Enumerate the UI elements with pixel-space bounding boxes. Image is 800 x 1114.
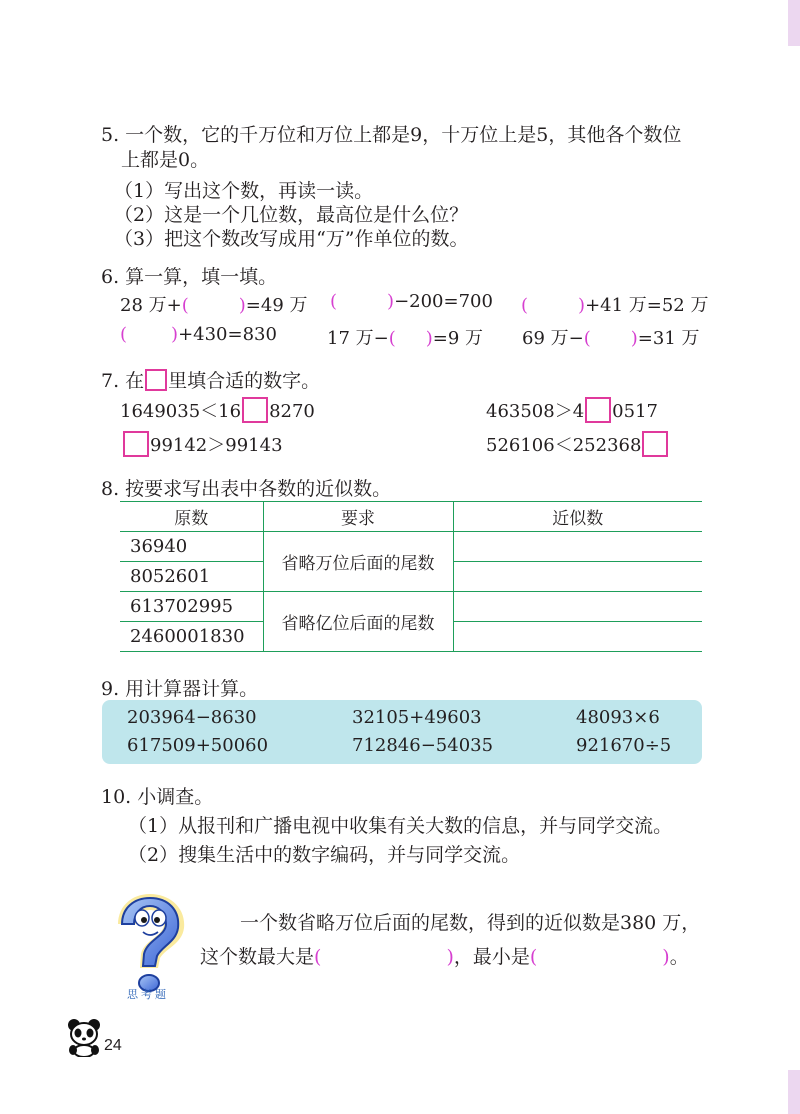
q6-eq5-prefix: 17 万− bbox=[327, 328, 389, 349]
q6-eq3-paren-close: ) bbox=[578, 295, 586, 316]
q6-eq6-prefix: 69 万− bbox=[522, 328, 584, 349]
q7-row-1 bbox=[120, 397, 315, 423]
q6-eq3-paren-open: ( bbox=[521, 295, 529, 316]
q5-stem-line1: 5. 一个数，它的千万位和万位上都是9，十万位上是5，其他各个数位 bbox=[101, 124, 682, 146]
calc-problem-5: 712846−54035 bbox=[352, 735, 494, 756]
q7-title-box bbox=[145, 369, 167, 391]
q6-eq3-suffix: +41 万=52 万 bbox=[585, 295, 709, 316]
q6-equation-4 bbox=[120, 324, 277, 345]
q7-r4-box[interactable] bbox=[642, 431, 668, 457]
q6-equation-6 bbox=[522, 324, 700, 350]
original-number: 2460001830 bbox=[120, 622, 263, 652]
header-requirement: 要求 bbox=[263, 502, 453, 532]
q7-r3-box[interactable] bbox=[123, 431, 149, 457]
q10-sub2: （2）搜集生活中的数字编码，并与同学交流。 bbox=[128, 844, 521, 866]
page-tab-top bbox=[788, 0, 800, 46]
header-original: 原数 bbox=[120, 502, 263, 532]
q6-eq5-paren-close: ) bbox=[425, 328, 433, 349]
think-min-paren-close: ) bbox=[662, 946, 670, 968]
think-max-paren-open: ( bbox=[314, 946, 322, 968]
q7-title bbox=[101, 366, 320, 393]
approximation-cell[interactable] bbox=[453, 592, 702, 622]
q6-eq6-paren-open: ( bbox=[583, 328, 591, 349]
think-max-paren-close: ) bbox=[446, 946, 454, 968]
q10-title: 10. 小调查。 bbox=[101, 786, 214, 808]
q6-eq2-paren-open: ( bbox=[330, 291, 338, 312]
header-approximation: 近似数 bbox=[453, 502, 702, 532]
q6-eq6-paren-close: ) bbox=[630, 328, 638, 349]
original-number: 36940 bbox=[120, 532, 263, 562]
calc-problem-1: 203964−8630 bbox=[127, 707, 257, 728]
q6-eq6-suffix: =31 万 bbox=[637, 328, 700, 349]
q6-eq5-paren-open: ( bbox=[388, 328, 396, 349]
calc-problem-2: 32105+49603 bbox=[352, 707, 482, 728]
q6-eq2-suffix: −200=700 bbox=[394, 291, 493, 312]
q7-r3-suffix: 99142＞99143 bbox=[150, 435, 283, 456]
q7-row-3 bbox=[122, 431, 283, 457]
question-mark-mascot-icon bbox=[110, 888, 190, 998]
q5-sub3: （3）把这个数改写成用“万”作单位的数。 bbox=[114, 228, 469, 250]
q6-eq2-paren-close: ) bbox=[387, 291, 395, 312]
q7-row-2 bbox=[486, 397, 658, 423]
approximation-table bbox=[120, 501, 702, 652]
q7-r1-prefix: 1649035＜16 bbox=[120, 401, 242, 422]
q5-sub1: （1）写出这个数，再读一读。 bbox=[114, 180, 374, 202]
q7-r2-box[interactable] bbox=[585, 397, 611, 423]
page-number: 24 bbox=[104, 1037, 122, 1054]
page-tab-bottom bbox=[788, 1070, 800, 1114]
q6-equation-3 bbox=[521, 291, 708, 317]
q6-title: 6. 算一算，填一填。 bbox=[101, 266, 278, 288]
q6-equation-2 bbox=[330, 291, 493, 312]
think-min-label: ，最小是 bbox=[453, 946, 530, 968]
q6-eq1-paren-open: ( bbox=[181, 295, 189, 316]
panda-icon bbox=[66, 1017, 102, 1057]
q7-r1-suffix: 8270 bbox=[269, 401, 315, 422]
calc-problem-4: 617509+50060 bbox=[127, 735, 269, 756]
think-line1: 一个数省略万位后面的尾数，得到的近似数是380 万， bbox=[240, 912, 701, 934]
think-line2 bbox=[200, 942, 689, 969]
q6-eq4-paren-open: ( bbox=[120, 324, 128, 345]
think-end: 。 bbox=[669, 946, 689, 968]
q6-eq4-paren-close: ) bbox=[171, 324, 179, 345]
q7-row-4 bbox=[486, 431, 669, 457]
q6-eq5-suffix: =9 万 bbox=[432, 328, 484, 349]
think-max-label: 这个数最大是 bbox=[200, 946, 315, 968]
q8-title: 8. 按要求写出表中各数的近似数。 bbox=[101, 478, 392, 500]
requirement-wan: 省略万位后面的尾数 bbox=[263, 532, 453, 592]
q6-equation-1 bbox=[120, 291, 308, 317]
requirement-yi: 省略亿位后面的尾数 bbox=[263, 592, 453, 652]
approximation-cell[interactable] bbox=[453, 562, 702, 592]
approximation-cell[interactable] bbox=[453, 622, 702, 652]
q7-title-prefix: 7. 在 bbox=[101, 370, 145, 392]
q6-eq1-prefix: 28 万+ bbox=[120, 295, 182, 316]
table-header-row bbox=[120, 502, 702, 532]
original-number: 8052601 bbox=[120, 562, 263, 592]
q7-r1-box[interactable] bbox=[242, 397, 268, 423]
table-row bbox=[120, 532, 702, 562]
q6-eq4-suffix: +430=830 bbox=[178, 324, 277, 345]
q10-sub1: （1）从报刊和广播电视中收集有关大数的信息，并与同学交流。 bbox=[128, 815, 673, 837]
q9-title: 9. 用计算器计算。 bbox=[101, 678, 259, 700]
q6-eq1-paren-close: ) bbox=[238, 295, 246, 316]
calculator-problems-box bbox=[102, 700, 702, 764]
q7-r2-prefix: 463508＞4 bbox=[486, 401, 585, 422]
q7-r2-suffix: 0517 bbox=[612, 401, 658, 422]
q5-sub2: （2）这是一个几位数，最高位是什么位？ bbox=[114, 204, 469, 226]
think-caption: 思考题 bbox=[127, 988, 169, 1001]
approximation-cell[interactable] bbox=[453, 532, 702, 562]
original-number: 613702995 bbox=[120, 592, 263, 622]
q5-stem-line2: 上都是0。 bbox=[121, 149, 210, 171]
calc-problem-3: 48093×6 bbox=[576, 707, 660, 728]
q7-title-suffix: 里填合适的数字。 bbox=[168, 370, 321, 392]
q7-r4-prefix: 526106＜252368 bbox=[486, 435, 642, 456]
think-min-paren-open: ( bbox=[529, 946, 538, 968]
q6-equation-5 bbox=[327, 324, 483, 350]
table-row bbox=[120, 592, 702, 622]
calc-problem-6: 921670÷5 bbox=[576, 735, 672, 756]
q6-eq1-suffix: =49 万 bbox=[245, 295, 308, 316]
